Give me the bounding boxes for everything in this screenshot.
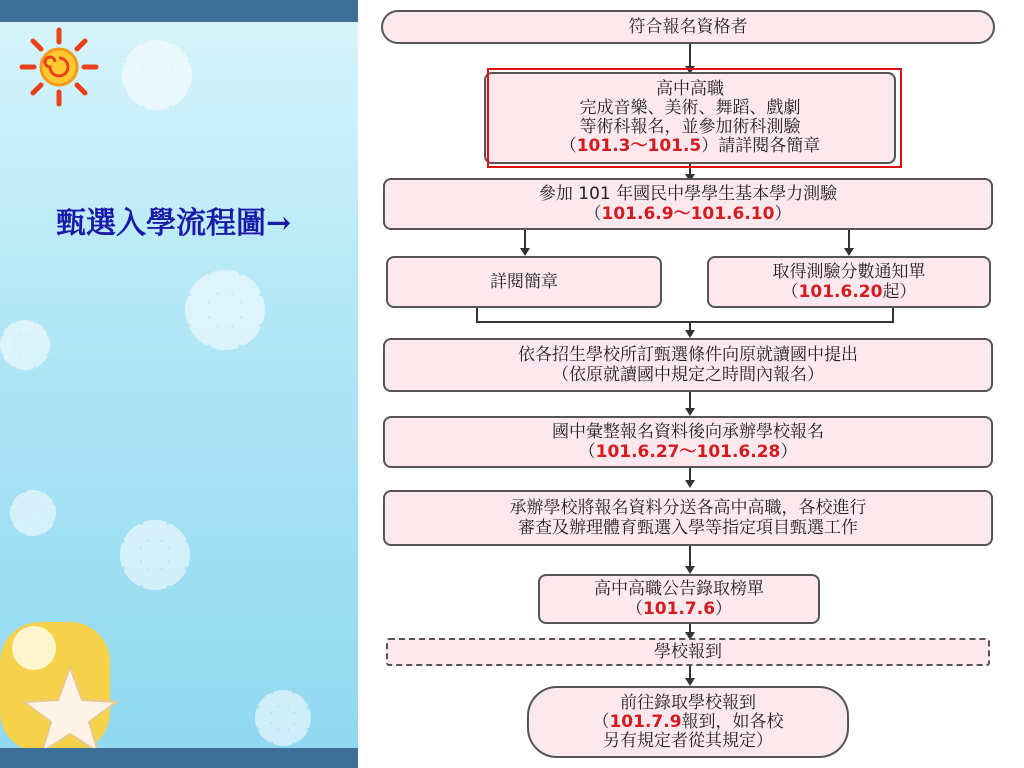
score-notice-node <box>707 256 991 308</box>
art-line3: 等術科報名，並參加術科測驗 <box>579 117 801 137</box>
score-line2 <box>782 282 917 302</box>
review-line1: 承辦學校將報名資料分送各高中高職，各校進行 <box>509 498 867 518</box>
paren-close: ） <box>774 204 792 224</box>
paren-open: （ <box>559 136 577 156</box>
paren-close: ） <box>780 442 798 462</box>
paren-open: （ <box>578 442 596 462</box>
read-guide-node <box>386 256 662 308</box>
flower-decoration <box>185 270 265 350</box>
collect-node <box>383 416 993 468</box>
arrow-down-icon <box>685 678 695 686</box>
flower-decoration <box>0 320 50 370</box>
top-bar <box>0 0 358 22</box>
bottom-bar <box>0 748 358 768</box>
review-node <box>383 490 993 546</box>
start-node <box>381 10 995 44</box>
paren-close: ） <box>715 599 733 619</box>
exam-line1: 參加 101 年國民中學學生基本學力測驗 <box>538 184 838 204</box>
apply-line2: （依原就讀國中規定之時間內報名） <box>552 365 824 385</box>
final-line2 <box>592 713 783 732</box>
star-decoration <box>0 612 140 752</box>
connector <box>524 230 526 250</box>
arrow-down-icon <box>685 566 695 574</box>
arrow-down-icon <box>685 330 695 338</box>
art-line2: 完成音樂、美術、舞蹈、戲劇 <box>579 98 801 118</box>
connector <box>892 308 894 322</box>
final-date: 101.7.9 <box>609 711 682 732</box>
flower-decoration <box>10 490 56 536</box>
page-title: 甄選入學流程圖→ <box>56 206 292 241</box>
apply-node <box>383 338 993 392</box>
arrow-down-icon <box>685 480 695 488</box>
connector <box>848 230 850 250</box>
review-line2: 審查及辦理體育甄選入學等指定項目甄選工作 <box>518 518 858 538</box>
basic-test-node <box>383 178 993 230</box>
paren-open: （ <box>584 204 602 224</box>
final-report-node <box>527 686 849 758</box>
decorative-side-panel <box>0 0 358 768</box>
flower-decoration <box>120 520 190 590</box>
paren-open: （ <box>625 599 643 619</box>
score-line1: 取得測驗分數通知單 <box>772 262 926 282</box>
art-line4-rest: ）請詳閱各簡章 <box>701 136 821 156</box>
announce-date: 101.7.6 <box>642 599 716 619</box>
connector <box>476 321 894 323</box>
arrow-down-icon <box>520 248 530 256</box>
connector <box>689 546 691 568</box>
flower-decoration <box>255 690 311 746</box>
flower-decoration <box>122 40 192 110</box>
score-line2-rest: 起） <box>882 282 917 302</box>
art-date: 101.3～101.5 <box>576 136 702 156</box>
sun-icon <box>14 22 104 112</box>
start-label: 符合報名資格者 <box>628 17 748 37</box>
paren-open: （ <box>592 711 610 732</box>
apply-line1: 依各招生學校所訂甄選條件向原就讀國中提出 <box>518 345 858 365</box>
collect-line2 <box>579 442 798 462</box>
final-line1: 前往錄取學校報到 <box>620 692 756 713</box>
collect-line1: 國中彙整報名資料後向承辦學校報名 <box>552 422 824 442</box>
arrow-down-icon <box>685 408 695 416</box>
collect-date: 101.6.27～101.6.28 <box>595 442 781 462</box>
art-line1: 高中高職 <box>656 79 724 99</box>
paren-open: （ <box>781 282 799 302</box>
arrow-down-icon <box>844 248 854 256</box>
final-line2-rest: 報到，如各校 <box>681 711 784 732</box>
announce-node <box>538 574 820 624</box>
connector <box>476 308 478 322</box>
highlight-frame <box>487 68 902 168</box>
report-label: 學校報到 <box>654 642 722 662</box>
score-date: 101.6.20 <box>798 282 883 302</box>
announce-line1: 高中高職公告錄取榜單 <box>594 579 764 599</box>
announce-line2 <box>626 599 732 619</box>
guide-label: 詳閱簡章 <box>490 272 558 292</box>
exam-line2 <box>585 204 792 224</box>
exam-date: 101.6.9～101.6.10 <box>601 204 775 224</box>
school-report-node <box>386 638 990 666</box>
final-line3: 另有規定者從其規定） <box>603 730 773 751</box>
